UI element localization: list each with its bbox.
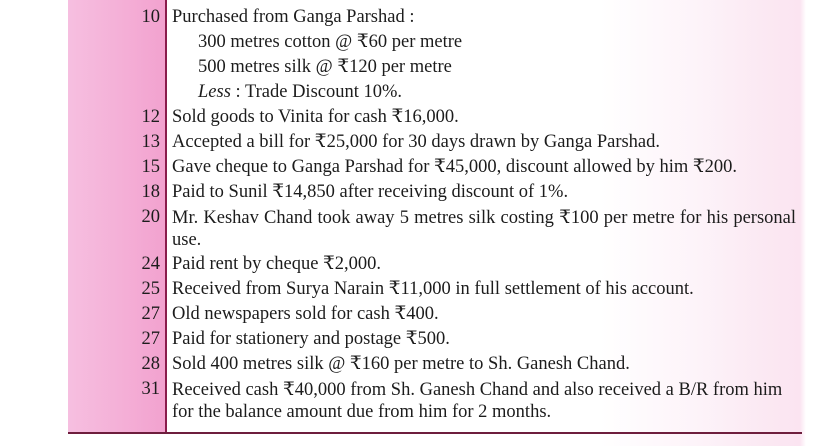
transaction-date: 27 (141, 329, 160, 349)
transaction-text: Paid for stationery and postage ₹500. (172, 329, 450, 349)
less-label: Less (198, 82, 231, 102)
transaction-text: Purchased from Ganga Parshad : (172, 7, 415, 27)
transaction-text: Mr. Keshav Chand took away 5 metres silk costing ₹100 per metre for his personal use. (172, 208, 796, 250)
transaction-row (0, 252, 837, 277)
transaction-date: 20 (141, 207, 160, 227)
transaction-text: Received cash ₹40,000 from Sh. Ganesh Chand and also received a B/R from him for the balance amount due from him for 2 months. (172, 380, 783, 422)
transaction-date: 24 (141, 254, 160, 274)
transaction-date: 27 (141, 304, 160, 324)
transaction-text: Accepted a bill for ₹25,000 for 30 days drawn by Ganga Parshad. (172, 132, 661, 152)
transaction-date: 12 (141, 107, 160, 127)
transaction-row (0, 352, 837, 377)
transaction-row (0, 377, 837, 424)
transaction-text: Gave cheque to Ganga Parshad for ₹45,000, discount allowed by him ₹200. (172, 157, 738, 177)
trade-discount-text: : Trade Discount 10%. (230, 82, 403, 102)
transaction-row (0, 130, 837, 155)
transaction-row (0, 180, 837, 205)
transaction-subline (0, 80, 837, 105)
transaction-list (0, 5, 837, 424)
transaction-date: 13 (141, 132, 160, 152)
transaction-row (0, 327, 837, 352)
transaction-text: Sold goods to Vinita for cash ₹16,000. (172, 107, 459, 127)
transaction-row (0, 155, 837, 180)
transaction-subline (0, 30, 837, 55)
transaction-date: 31 (141, 379, 160, 399)
transaction-date: 18 (141, 182, 160, 202)
transaction-text: Paid to Sunil ₹14,850 after receiving discount of 1%. (172, 182, 569, 202)
transaction-text: Received from Surya Narain ₹11,000 in full settlement of his account. (172, 279, 694, 299)
transaction-row (0, 277, 837, 302)
transaction-row (0, 5, 837, 30)
transaction-date: 28 (141, 354, 160, 374)
purchase-item-silk: 500 metres silk @ ₹120 per metre (198, 57, 452, 77)
transaction-date: 25 (141, 279, 160, 299)
trade-discount-line (198, 80, 822, 105)
purchase-item-cotton: 300 metres cotton @ ₹60 per metre (198, 32, 463, 52)
transaction-text: Paid rent by cheque ₹2,000. (172, 254, 382, 274)
transaction-row (0, 205, 837, 252)
transaction-text: Old newspapers sold for cash ₹400. (172, 304, 439, 324)
table-bottom-rule (68, 432, 802, 434)
transaction-date: 15 (141, 157, 160, 177)
transaction-text: Sold 400 metres silk @ ₹160 per metre to Sh. Ganesh Chand. (172, 354, 630, 374)
transaction-row (0, 105, 837, 130)
transaction-date: 10 (141, 7, 160, 27)
transaction-subline (0, 55, 837, 80)
transaction-row (0, 302, 837, 327)
